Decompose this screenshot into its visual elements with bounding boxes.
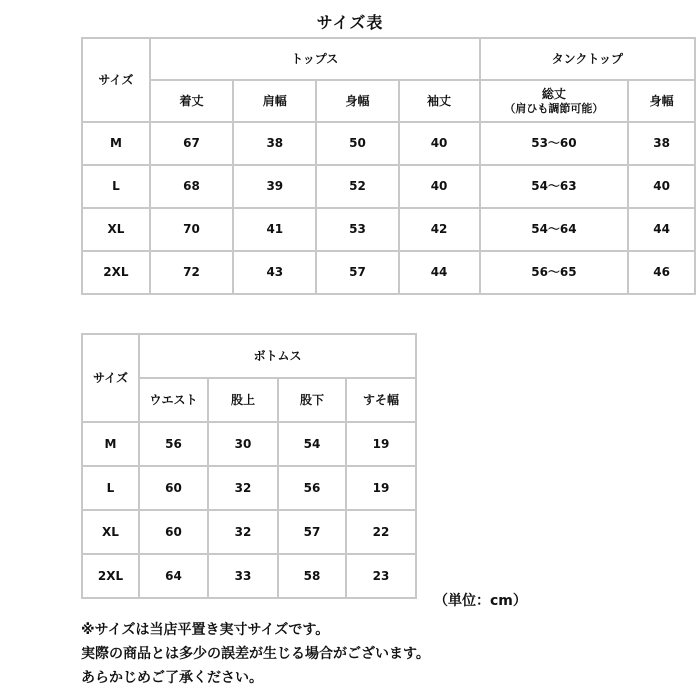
value-cell: 64 [139,554,208,598]
table-row [82,251,695,294]
value-cell: 19 [346,466,416,510]
value-cell: 23 [346,554,416,598]
notes [81,618,430,690]
value-cell: 56～65 [480,251,629,294]
value-cell: 33 [208,554,278,598]
column-header: 肩幅 [233,80,316,122]
value-cell: 46 [628,251,695,294]
note-line: 実際の商品とは多少の誤差が生じる場合がございます。 [81,646,430,662]
value-cell: 54～63 [480,165,629,208]
value-cell: 32 [208,510,278,554]
column-header: 着丈 [150,80,233,122]
value-cell: 50 [316,122,398,165]
value-cell: 56 [139,422,208,466]
size-cell: M [82,422,139,466]
value-cell: 60 [139,510,208,554]
value-cell: 70 [150,208,233,251]
column-header: すそ幅 [346,378,416,422]
value-cell: 44 [628,208,695,251]
column-header: 股上 [208,378,278,422]
size-cell: 2XL [82,251,150,294]
value-cell: 22 [346,510,416,554]
column-header: 身幅 [316,80,398,122]
column-header-subline: （肩ひも調節可能） [504,101,604,115]
value-cell: 58 [278,554,346,598]
column-header-line: 総丈 [541,86,566,101]
size-cell: XL [82,208,150,251]
value-cell: 38 [233,122,316,165]
column-header: 袖丈 [399,80,480,122]
unit-note: （単位：cm） [434,593,527,609]
size-cell: XL [82,510,139,554]
value-cell: 39 [233,165,316,208]
table-row [82,165,695,208]
value-cell: 57 [316,251,398,294]
table-row [82,122,695,165]
group-header-bottoms: ボトムス [139,334,416,378]
value-cell: 19 [346,422,416,466]
value-cell: 32 [208,466,278,510]
note-line: ※サイズは当店平置き実寸サイズです。 [81,622,330,638]
note-line: あらかじめご了承ください。 [81,670,263,686]
table-row [82,422,416,466]
column-header [480,80,629,122]
size-cell: 2XL [82,554,139,598]
size-cell: L [82,165,150,208]
table-row [82,208,695,251]
value-cell: 54～64 [480,208,629,251]
value-cell: 54 [278,422,346,466]
value-cell: 44 [399,251,480,294]
tops-size-table [81,37,696,295]
value-cell: 43 [233,251,316,294]
value-cell: 40 [628,165,695,208]
bottoms-size-table [81,333,417,599]
group-header-tanktop: タンクトップ [480,38,695,80]
value-cell: 40 [399,165,480,208]
value-cell: 41 [233,208,316,251]
table-row [82,554,416,598]
value-cell: 40 [399,122,480,165]
column-header: 身幅 [628,80,695,122]
size-header: サイズ [82,334,139,422]
group-header-tops: トップス [150,38,480,80]
value-cell: 72 [150,251,233,294]
value-cell: 57 [278,510,346,554]
value-cell: 67 [150,122,233,165]
size-header: サイズ [82,38,150,122]
value-cell: 30 [208,422,278,466]
table-row [82,510,416,554]
value-cell: 52 [316,165,398,208]
size-cell: L [82,466,139,510]
value-cell: 68 [150,165,233,208]
size-cell: M [82,122,150,165]
value-cell: 42 [399,208,480,251]
value-cell: 56 [278,466,346,510]
value-cell: 38 [628,122,695,165]
value-cell: 60 [139,466,208,510]
value-cell: 53～60 [480,122,629,165]
page-title: サイズ表 [316,13,384,32]
value-cell: 53 [316,208,398,251]
table-row [82,466,416,510]
column-header: ウエスト [139,378,208,422]
column-header: 股下 [278,378,346,422]
